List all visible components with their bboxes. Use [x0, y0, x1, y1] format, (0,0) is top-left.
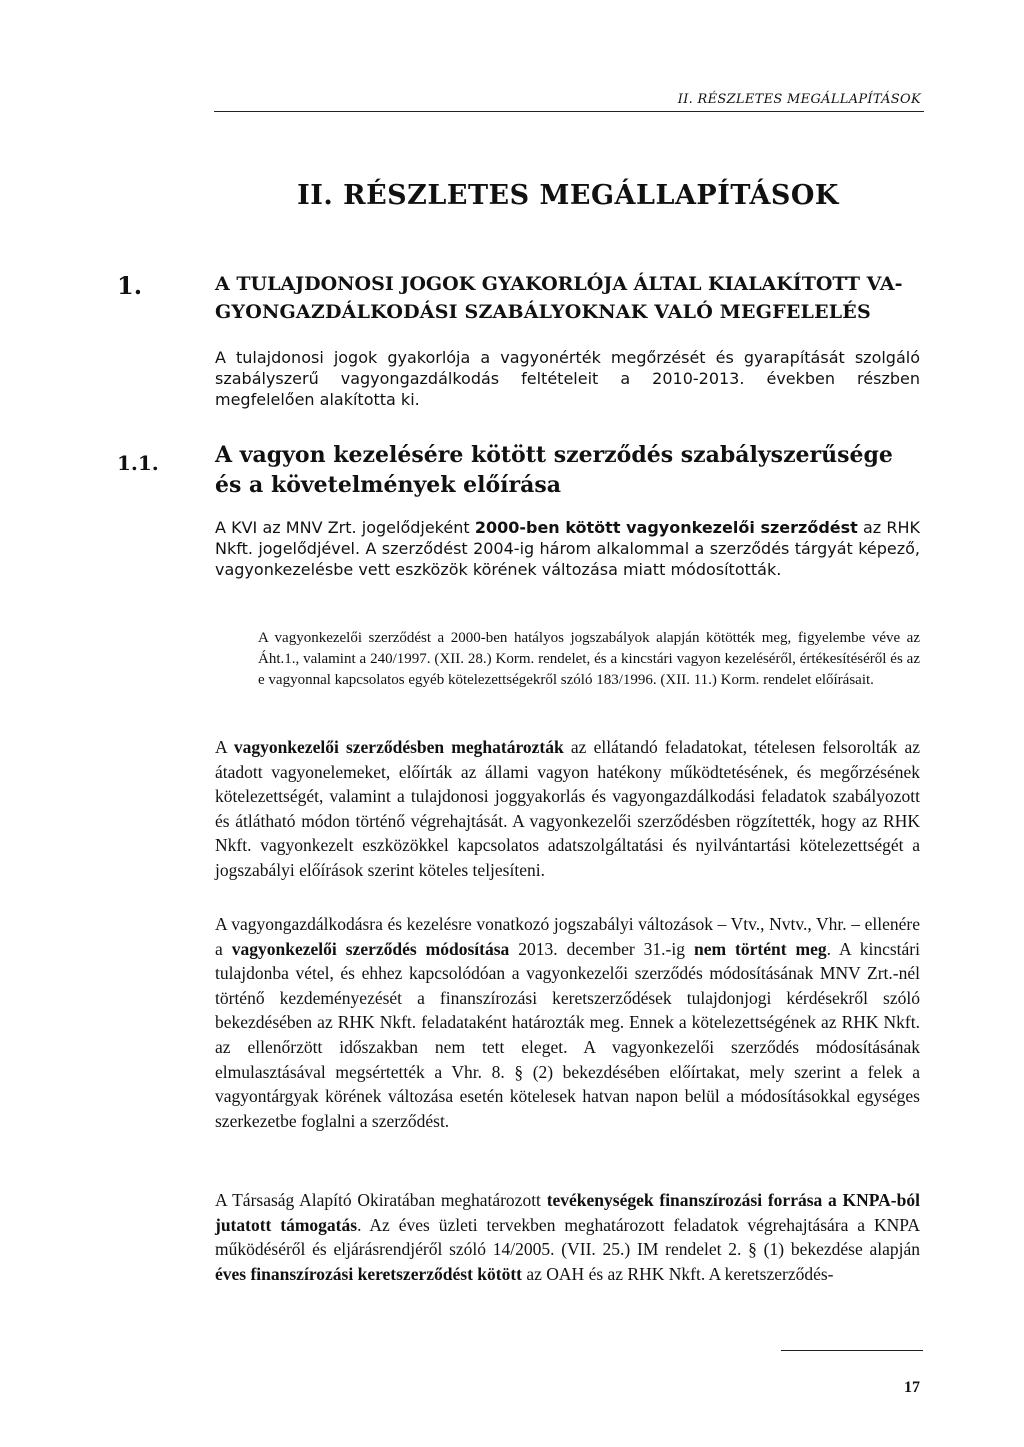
subsection-heading: A vagyon kezelésére kötött szerződés szabályszerűsége és a követelmények előírása [215, 442, 893, 498]
bold-run: éves finanszírozási keretszerződést kötött [215, 1263, 522, 1284]
paragraph-contract-modification [215, 912, 920, 1133]
bold-run: vagyonkezelői szerződésben meghatározták [233, 737, 564, 757]
header-rule [214, 111, 924, 112]
section-heading-line2: GYONGAZDÁLKODÁSI SZABÁLYOKNAK VALÓ MEGFELELÉS [215, 301, 871, 323]
text-run: az OAH és az RHK Nkft. A keretszerződés- [522, 1263, 834, 1284]
section-intro-paragraph: A tulajdonosi jogok gyakorlója a vagyonérték megőrzését és gyarapítását szolgáló szabályszerű vagyongazdálkodás feltételeit a 2010-2013. években részben megfelelően alakította ki. [215, 348, 920, 409]
text-run: A [215, 737, 234, 757]
bold-run: nem történt meg [693, 938, 827, 959]
text-run: . Az éves üzleti tervekben meghatározott feladatok végrehajtására a KNPA működéséről és eljárásrendjéről szóló 14/2005. (VII. 25.) IM rendelet 2. § (1) bekezdése alapján [215, 1214, 921, 1260]
text-run: A vagyongazdálkodásra és kezelésre vonatkozó jogszabályi változások – Vtv., Nvtv., Vhr. – ellenére a [215, 914, 920, 959]
text-run: az ellátandó feladatokat, tételesen felsorolták az átadott vagyonelemeket, előírták az állami vagyon hatékony működtetésének, és megőrzésének kötelezettségét, valamint a tulajdonosi joggyakorlás és vagyongazdálkodási feladatok szabályozott és átlátható módon történő végrehajtását. A vagyonkezelői szerződésben rögzítették, hogy az RHK Nkft. vagyonkezelt eszközökkel kapcsolatos adatszolgáltatási és nyilvántartási kötelezettségét a jogszabályi előírások szerint köteles teljesíteni. [215, 737, 920, 880]
section-number: 1. [117, 271, 143, 300]
text-run: 2013. december 31.-ig [509, 938, 694, 959]
paragraph-kvi [215, 517, 920, 580]
text-run: . A kincstári tulajdonba vétel, és ehhez kapcsolódóan a vagyonkezelői szerződés módosításának MNV Zrt.-nél történő kezdeményezését a finanszírozási keretszerződések tulajdonjogi kérdésekről szóló bekezdésében az RHK Nkft. feladataként határozták meg. Ennek a kötelezettségének az RHK Nkft. az ellenőrzött időszakban nem tett eleget. A vagyonkezelői szerződés módosításának elmulasztásával megsértették a Vhr. 8. § (2) bekezdésében előírtakat, mely szerint a felek a vagyontárgyak körének változása esetén kötelesek hatvan napon belül a módosításokkal egységes szerkezetbe foglalni a szerződést. [215, 938, 920, 1131]
paragraph-contract-content [215, 735, 920, 883]
page-title: II. RÉSZLETES MEGÁLLAPÍTÁSOK [297, 180, 839, 211]
text-run: A Társaság Alapító Okiratában meghatározott [215, 1190, 547, 1210]
paragraph-financing [215, 1188, 920, 1286]
bold-run: 2000-ben kötött vagyonkezelői szerződést [474, 518, 858, 537]
quote-paragraph: A vagyonkezelői szerződést a 2000-ben hatályos jogszabályok alapján kötötték meg, figyelembe véve az Áht.1., valamint a 240/1997. (XII. 28.) Korm. rendelet, és a kincstári vagyon kezeléséről, értékesítéséről és az e vagyonnal kapcsolatos egyéb kötelezettségekről szóló 183/1996. (XII. 11.) Korm. rendelet előírásait. [258, 630, 920, 688]
section-heading-line1: A TULAJDONOSI JOGOK GYAKORLÓJA ÁLTAL KIALAKÍTOTT VA- [215, 273, 903, 295]
text-run: A KVI az MNV Zrt. jogelődjeként [215, 518, 475, 537]
running-header: II. RÉSZLETES MEGÁLLAPÍTÁSOK [677, 92, 921, 107]
text-run: az RHK Nkft. jogelődjével. A szerződést 2004-ig három alkalommal a szerződés tárgyát képező, vagyonkezelésbe vett eszközök körének változása miatt módosították. [215, 518, 921, 579]
bold-run: tevékenységek finanszírozási forrása a KNPA-ból jutatott támogatás [215, 1190, 920, 1235]
subsection-number: 1.1. [117, 451, 159, 475]
page-number: 17 [904, 1379, 920, 1396]
bold-run: vagyonkezelői szerződés módosítása [231, 938, 510, 959]
footer-rule [781, 1350, 923, 1351]
section-heading [215, 270, 920, 326]
